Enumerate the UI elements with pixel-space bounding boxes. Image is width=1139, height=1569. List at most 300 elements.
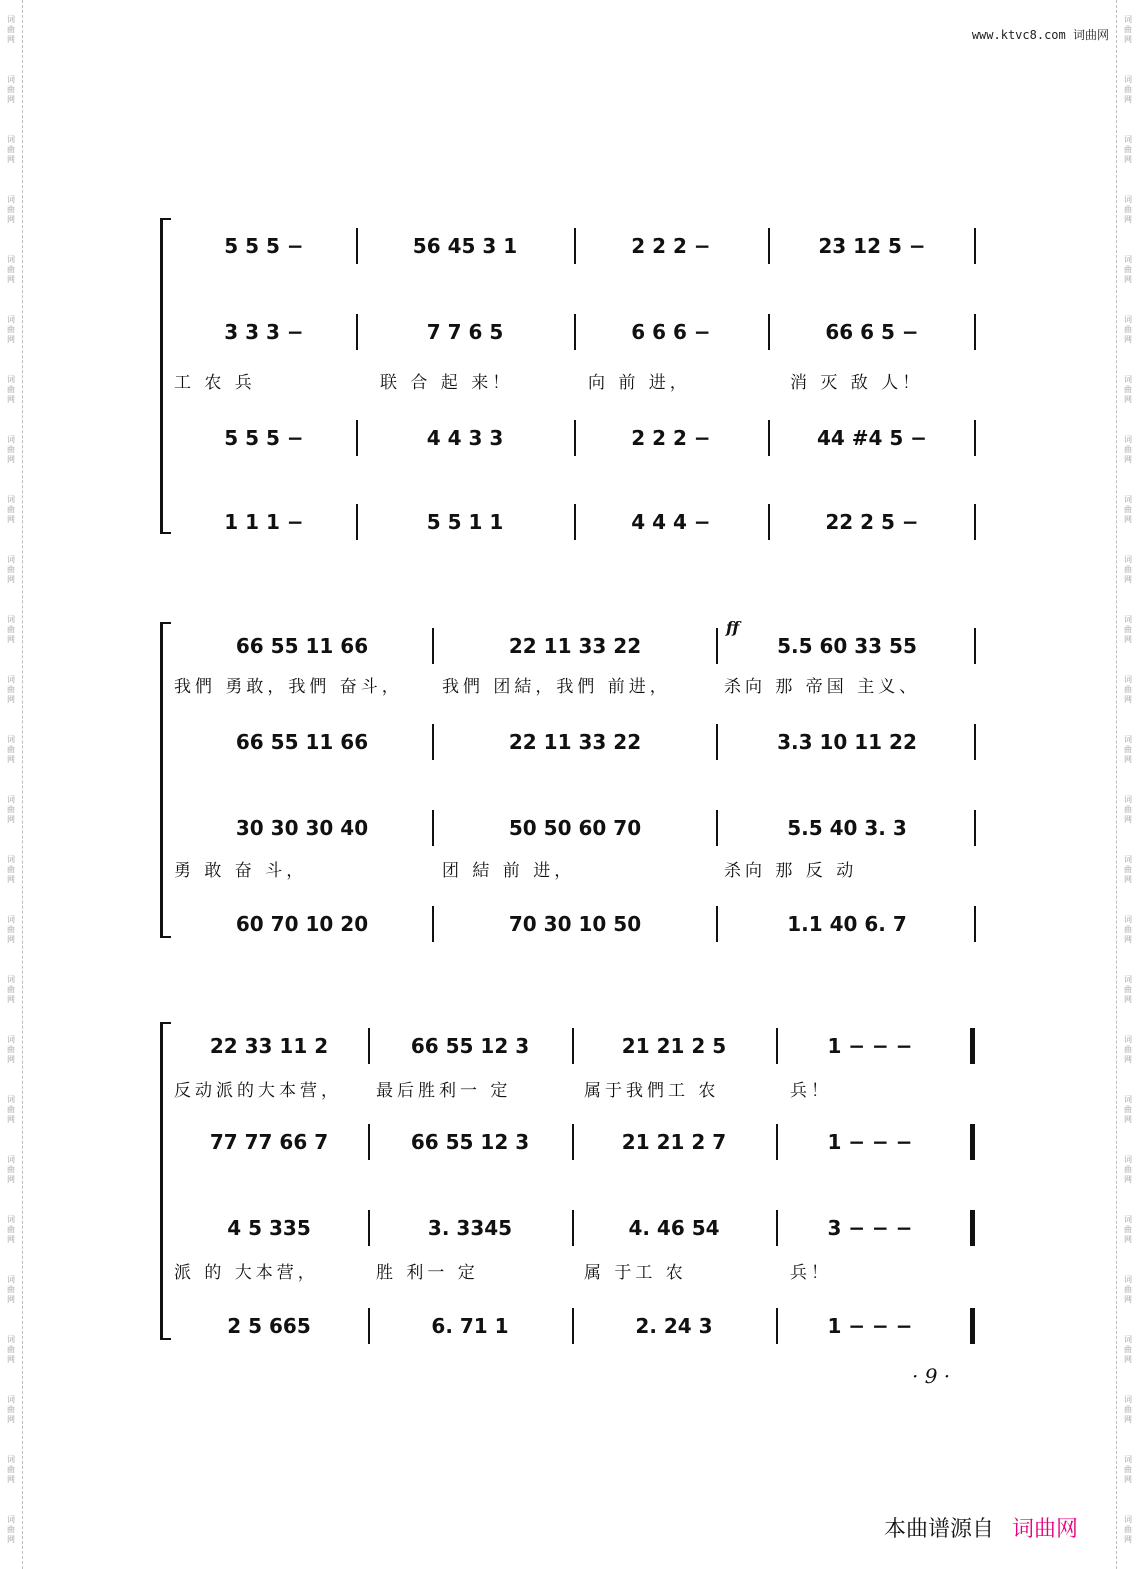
measure: 77 77 66 7 (209, 1130, 329, 1154)
watermark-unit (0, 1140, 22, 1200)
watermark-unit (0, 960, 22, 1020)
watermark-glyph: 曲 (7, 205, 15, 214)
measure: 7 7 6 5 (426, 320, 504, 344)
voice-row (174, 418, 980, 458)
watermark-glyph: 曲 (7, 805, 15, 814)
barline (574, 314, 576, 350)
barline (572, 1308, 574, 1344)
measure: 66 6 5 − (825, 320, 919, 344)
watermark-glyph: 曲 (7, 145, 15, 154)
lyric-segment: 派 的 大本营， (174, 1263, 319, 1283)
measure: 1 − − − (827, 1130, 913, 1154)
watermark-unit (1117, 900, 1139, 960)
barline (368, 1124, 370, 1160)
watermark-unit (1117, 540, 1139, 600)
watermark-glyph: 网 (1124, 815, 1132, 824)
measure: 23 12 5 − (818, 234, 926, 258)
header-url: www.ktvc8.com (971, 28, 1066, 42)
voice-row (174, 502, 980, 542)
watermark-glyph: 网 (1124, 575, 1132, 584)
watermark-glyph: 网 (1124, 695, 1132, 704)
watermark-glyph: 网 (7, 1235, 15, 1244)
measure: 21 21 2 5 (621, 1034, 727, 1058)
barline (356, 314, 358, 350)
watermark-glyph: 网 (7, 815, 15, 824)
watermark-glyph: 词 (1124, 795, 1132, 804)
watermark-glyph: 曲 (1124, 925, 1132, 934)
watermark-glyph: 网 (1124, 1175, 1132, 1184)
lyric-segment: 反动派的大本营， (174, 1081, 342, 1101)
watermark-glyph: 曲 (7, 1105, 15, 1114)
watermark-glyph: 网 (7, 1115, 15, 1124)
watermark-glyph: 词 (7, 1095, 15, 1104)
watermark-unit (0, 1260, 22, 1320)
measure: 5 5 5 − (224, 426, 304, 450)
barline (574, 228, 576, 264)
lyric-segment: 工 农 兵 (174, 373, 256, 393)
lyric-segment: 最后胜利一 定 (376, 1081, 512, 1101)
watermark-glyph: 网 (1124, 215, 1132, 224)
watermark-unit (0, 540, 22, 600)
watermark-glyph: 词 (7, 75, 15, 84)
measure: 66 55 11 66 (235, 634, 369, 658)
barline (974, 504, 976, 540)
measure: 22 2 5 − (825, 510, 919, 534)
measure: 2 2 2 − (631, 234, 711, 258)
measure: 1 − − − (827, 1314, 913, 1338)
watermark-glyph: 词 (7, 1215, 15, 1224)
lyric-segment: 兵！ (790, 1081, 832, 1101)
lyric-segment: 杀向 那 反 动 (724, 861, 858, 881)
watermark-glyph: 曲 (7, 1405, 15, 1414)
watermark-glyph: 网 (1124, 35, 1132, 44)
watermark-glyph: 曲 (7, 25, 15, 34)
watermark-unit (1117, 480, 1139, 540)
measure: 2 5 665 (227, 1314, 311, 1338)
watermark-unit (1117, 1020, 1139, 1080)
watermark-glyph: 网 (1124, 395, 1132, 404)
measure: 5.5 60 33 55 (777, 634, 917, 658)
watermark-unit (0, 900, 22, 960)
watermark-unit (1117, 840, 1139, 900)
watermark-glyph: 曲 (7, 325, 15, 334)
watermark-glyph: 词 (1124, 1155, 1132, 1164)
left-watermark-strip (0, 0, 23, 1569)
measure: 1.1 40 6. 7 (787, 912, 907, 936)
watermark-glyph: 曲 (1124, 445, 1132, 454)
watermark-glyph: 词 (1124, 1035, 1132, 1044)
lyric-segment: 属 于工 农 (584, 1263, 687, 1283)
watermark-glyph: 网 (1124, 335, 1132, 344)
watermark-glyph: 曲 (1124, 1405, 1132, 1414)
watermark-glyph: 网 (1124, 275, 1132, 284)
watermark-glyph: 网 (7, 95, 15, 104)
watermark-glyph: 词 (1124, 555, 1132, 564)
measure: 2. 24 3 (635, 1314, 713, 1338)
lyric-line (174, 856, 980, 880)
watermark-glyph: 词 (7, 435, 15, 444)
measure: 2 2 2 − (631, 426, 711, 450)
watermark-unit (0, 360, 22, 420)
watermark-glyph: 词 (1124, 1515, 1132, 1524)
watermark-glyph: 词 (7, 615, 15, 624)
watermark-unit (1117, 120, 1139, 180)
barline (572, 1028, 574, 1064)
measure: 1 1 1 − (224, 510, 304, 534)
watermark-glyph: 网 (7, 215, 15, 224)
watermark-glyph: 曲 (7, 625, 15, 634)
measure: 22 33 11 2 (209, 1034, 329, 1058)
measure: 4 5 335 (227, 1216, 311, 1240)
watermark-unit (0, 240, 22, 300)
watermark-glyph: 曲 (7, 565, 15, 574)
watermark-glyph: 网 (7, 1475, 15, 1484)
watermark-glyph: 曲 (7, 85, 15, 94)
watermark-glyph: 网 (1124, 1535, 1132, 1544)
lyric-segment: 胜 利一 定 (376, 1263, 479, 1283)
watermark-glyph: 词 (7, 975, 15, 984)
score-system-2 (160, 618, 980, 938)
watermark-unit (1117, 420, 1139, 480)
watermark-glyph: 网 (7, 275, 15, 284)
right-watermark-strip (1116, 0, 1139, 1569)
watermark-glyph: 词 (7, 495, 15, 504)
watermark-glyph: 词 (1124, 315, 1132, 324)
barline (768, 504, 770, 540)
watermark-unit (1117, 240, 1139, 300)
measure: 5.5 40 3. 3 (787, 816, 907, 840)
measure: 6 6 6 − (631, 320, 711, 344)
watermark-glyph: 网 (1124, 455, 1132, 464)
watermark-unit (0, 420, 22, 480)
watermark-glyph: 曲 (1124, 385, 1132, 394)
watermark-glyph: 曲 (1124, 1285, 1132, 1294)
watermark-unit (1117, 1260, 1139, 1320)
measure: 4 4 3 3 (426, 426, 504, 450)
watermark-glyph: 词 (7, 915, 15, 924)
watermark-unit (1117, 1080, 1139, 1140)
watermark-glyph: 词 (1124, 1095, 1132, 1104)
barline (572, 1210, 574, 1246)
watermark-glyph: 曲 (7, 1525, 15, 1534)
measure: 5 5 1 1 (426, 510, 504, 534)
measure: 4 4 4 − (631, 510, 711, 534)
header-site: 词曲网 (1072, 28, 1109, 42)
voice-row (174, 904, 980, 944)
footer-brand-link[interactable]: 词曲网 (1012, 1517, 1079, 1542)
header-source (972, 26, 1109, 43)
watermark-unit (0, 720, 22, 780)
watermark-glyph: 词 (7, 675, 15, 684)
watermark-glyph: 曲 (7, 1465, 15, 1474)
watermark-glyph: 网 (1124, 95, 1132, 104)
watermark-glyph: 词 (1124, 735, 1132, 744)
measure: 56 45 3 1 (412, 234, 518, 258)
barline (974, 906, 976, 942)
measure: 6. 71 1 (431, 1314, 509, 1338)
watermark-unit (1117, 1500, 1139, 1560)
barline (356, 420, 358, 456)
watermark-glyph: 曲 (7, 925, 15, 934)
watermark-glyph: 网 (1124, 1355, 1132, 1364)
barline (716, 628, 718, 664)
watermark-glyph: 曲 (1124, 565, 1132, 574)
watermark-glyph: 词 (1124, 675, 1132, 684)
voice-row (174, 1306, 980, 1346)
watermark-glyph: 词 (7, 135, 15, 144)
watermark-glyph: 网 (7, 35, 15, 44)
barline (432, 724, 434, 760)
watermark-glyph: 词 (1124, 495, 1132, 504)
lyric-segment: 联 合 起 来！ (380, 373, 514, 393)
watermark-unit (1117, 780, 1139, 840)
watermark-glyph: 曲 (7, 685, 15, 694)
watermark-unit (1117, 600, 1139, 660)
final-barline (970, 1210, 975, 1246)
watermark-glyph: 词 (7, 1335, 15, 1344)
watermark-glyph: 词 (1124, 1275, 1132, 1284)
watermark-glyph: 曲 (7, 985, 15, 994)
watermark-glyph: 词 (7, 735, 15, 744)
watermark-glyph: 网 (1124, 1475, 1132, 1484)
measure: 70 30 10 50 (508, 912, 642, 936)
watermark-glyph: 网 (7, 995, 15, 1004)
watermark-glyph: 网 (7, 155, 15, 164)
barline (572, 1124, 574, 1160)
voice-row (174, 1122, 980, 1162)
barline (974, 628, 976, 664)
barline (768, 420, 770, 456)
watermark-glyph: 网 (7, 1415, 15, 1424)
measure: 22 11 33 22 (508, 634, 642, 658)
barline (368, 1028, 370, 1064)
measure: 4. 46 54 (628, 1216, 720, 1240)
watermark-glyph: 曲 (1124, 505, 1132, 514)
lyric-segment: 杀向 那 帝国 主义、 (724, 677, 921, 697)
measure: 50 50 60 70 (508, 816, 642, 840)
watermark-glyph: 词 (1124, 1455, 1132, 1464)
watermark-glyph: 词 (1124, 75, 1132, 84)
watermark-glyph: 词 (1124, 615, 1132, 624)
watermark-glyph: 曲 (7, 1285, 15, 1294)
watermark-glyph: 网 (7, 575, 15, 584)
watermark-glyph: 曲 (1124, 1045, 1132, 1054)
watermark-glyph: 网 (1124, 635, 1132, 644)
watermark-glyph: 网 (7, 1055, 15, 1064)
measure: 5 5 5 − (224, 234, 304, 258)
watermark-glyph: 曲 (7, 505, 15, 514)
watermark-glyph: 网 (7, 515, 15, 524)
watermark-unit (0, 300, 22, 360)
watermark-glyph: 曲 (1124, 745, 1132, 754)
watermark-glyph: 词 (1124, 915, 1132, 924)
watermark-glyph: 曲 (1124, 1165, 1132, 1174)
watermark-glyph: 词 (1124, 135, 1132, 144)
score-system-1 (160, 218, 980, 534)
barline (432, 628, 434, 664)
watermark-unit (0, 600, 22, 660)
watermark-glyph: 词 (7, 255, 15, 264)
watermark-glyph: 曲 (1124, 685, 1132, 694)
watermark-unit (0, 0, 22, 60)
watermark-unit (1117, 60, 1139, 120)
watermark-unit (0, 1380, 22, 1440)
barline (974, 810, 976, 846)
measure: 30 30 30 40 (235, 816, 369, 840)
watermark-glyph: 词 (1124, 255, 1132, 264)
lyric-segment: 消 灭 敌 人！ (790, 373, 924, 393)
measure: 1 − − − (827, 1034, 913, 1058)
voice-row (174, 1026, 980, 1066)
watermark-glyph: 曲 (1124, 1465, 1132, 1474)
watermark-glyph: 词 (7, 195, 15, 204)
watermark-glyph: 曲 (1124, 25, 1132, 34)
measure: 66 55 12 3 (410, 1034, 530, 1058)
watermark-glyph: 网 (7, 635, 15, 644)
watermark-glyph: 网 (1124, 515, 1132, 524)
measure: 60 70 10 20 (235, 912, 369, 936)
final-barline (970, 1308, 975, 1344)
watermark-glyph: 曲 (1124, 625, 1132, 634)
watermark-glyph: 词 (1124, 1215, 1132, 1224)
barline (974, 228, 976, 264)
watermark-glyph: 网 (7, 875, 15, 884)
watermark-glyph: 网 (7, 1175, 15, 1184)
score-system-3 (160, 1022, 980, 1340)
barline (368, 1210, 370, 1246)
voice-row (174, 626, 980, 666)
watermark-glyph: 网 (1124, 1295, 1132, 1304)
watermark-glyph: 网 (7, 1535, 15, 1544)
watermark-glyph: 曲 (1124, 985, 1132, 994)
barline (432, 906, 434, 942)
watermark-glyph: 曲 (1124, 1105, 1132, 1114)
measure: 22 11 33 22 (508, 730, 642, 754)
barline (776, 1210, 778, 1246)
lyric-line (174, 1258, 980, 1282)
watermark-glyph: 网 (1124, 1055, 1132, 1064)
watermark-glyph: 网 (1124, 995, 1132, 1004)
footer-source (884, 1512, 1078, 1543)
watermark-glyph: 曲 (7, 385, 15, 394)
watermark-glyph: 曲 (7, 1345, 15, 1354)
measure: 3 3 3 − (224, 320, 304, 344)
watermark-glyph: 网 (7, 335, 15, 344)
watermark-glyph: 曲 (1124, 1525, 1132, 1534)
lyric-segment: 向 前 进， (588, 373, 691, 393)
watermark-glyph: 词 (7, 1395, 15, 1404)
barline (716, 906, 718, 942)
watermark-glyph: 曲 (1124, 205, 1132, 214)
barline (432, 810, 434, 846)
barline (356, 228, 358, 264)
final-barline (970, 1124, 975, 1160)
voice-row (174, 808, 980, 848)
watermark-glyph: 曲 (1124, 805, 1132, 814)
watermark-glyph: 曲 (1124, 865, 1132, 874)
watermark-glyph: 词 (1124, 15, 1132, 24)
watermark-glyph: 曲 (1124, 1345, 1132, 1354)
lyric-segment: 属于我們工 农 (584, 1081, 720, 1101)
barline (574, 504, 576, 540)
watermark-glyph: 词 (7, 555, 15, 564)
watermark-glyph: 网 (7, 395, 15, 404)
watermark-unit (1117, 720, 1139, 780)
watermark-unit (1117, 0, 1139, 60)
watermark-glyph: 网 (1124, 875, 1132, 884)
watermark-glyph: 网 (7, 935, 15, 944)
barline (574, 420, 576, 456)
watermark-glyph: 词 (1124, 195, 1132, 204)
watermark-unit (0, 120, 22, 180)
system-brace (160, 622, 171, 938)
voice-row (174, 722, 980, 762)
watermark-glyph: 曲 (1124, 85, 1132, 94)
barline (716, 724, 718, 760)
watermark-unit (1117, 1320, 1139, 1380)
barline (356, 504, 358, 540)
watermark-unit (0, 1200, 22, 1260)
watermark-unit (0, 780, 22, 840)
watermark-unit (1117, 660, 1139, 720)
watermark-unit (0, 60, 22, 120)
voice-row (174, 1208, 980, 1248)
watermark-glyph: 网 (7, 695, 15, 704)
lyric-segment: 我們 勇敢，我們 奋斗， (174, 677, 403, 697)
dynamic-marking: ff (726, 618, 740, 637)
watermark-glyph: 曲 (7, 1165, 15, 1174)
watermark-unit (0, 1020, 22, 1080)
measure: 66 55 11 66 (235, 730, 369, 754)
watermark-glyph: 词 (7, 1275, 15, 1284)
watermark-glyph: 词 (7, 1155, 15, 1164)
measure: 66 55 12 3 (410, 1130, 530, 1154)
watermark-glyph: 词 (1124, 975, 1132, 984)
watermark-unit (0, 660, 22, 720)
watermark-glyph: 曲 (1124, 145, 1132, 154)
watermark-unit (1117, 360, 1139, 420)
lyric-segment: 我們 团結，我們 前进， (442, 677, 671, 697)
measure: 3.3 10 11 22 (777, 730, 917, 754)
measure: 44 #4 5 − (816, 426, 928, 450)
measure: 3. 3345 (427, 1216, 513, 1240)
watermark-unit (1117, 960, 1139, 1020)
watermark-glyph: 词 (7, 1455, 15, 1464)
watermark-unit (1117, 300, 1139, 360)
voice-row (174, 312, 980, 352)
watermark-unit (0, 1440, 22, 1500)
barline (776, 1028, 778, 1064)
barline (974, 724, 976, 760)
watermark-glyph: 曲 (1124, 1225, 1132, 1234)
system-brace (160, 218, 171, 534)
watermark-glyph: 词 (7, 855, 15, 864)
watermark-unit (1117, 1140, 1139, 1200)
watermark-glyph: 网 (1124, 1235, 1132, 1244)
lyric-segment: 团 結 前 进， (442, 861, 576, 881)
watermark-glyph: 词 (7, 1035, 15, 1044)
watermark-glyph: 网 (7, 755, 15, 764)
watermark-unit (1117, 1440, 1139, 1500)
watermark-glyph: 曲 (7, 1045, 15, 1054)
watermark-glyph: 网 (1124, 1415, 1132, 1424)
barline (776, 1124, 778, 1160)
watermark-unit (0, 1320, 22, 1380)
footer-prefix: 本曲谱源自 (884, 1517, 995, 1542)
barline (776, 1308, 778, 1344)
watermark-glyph: 词 (1124, 375, 1132, 384)
watermark-unit (0, 180, 22, 240)
